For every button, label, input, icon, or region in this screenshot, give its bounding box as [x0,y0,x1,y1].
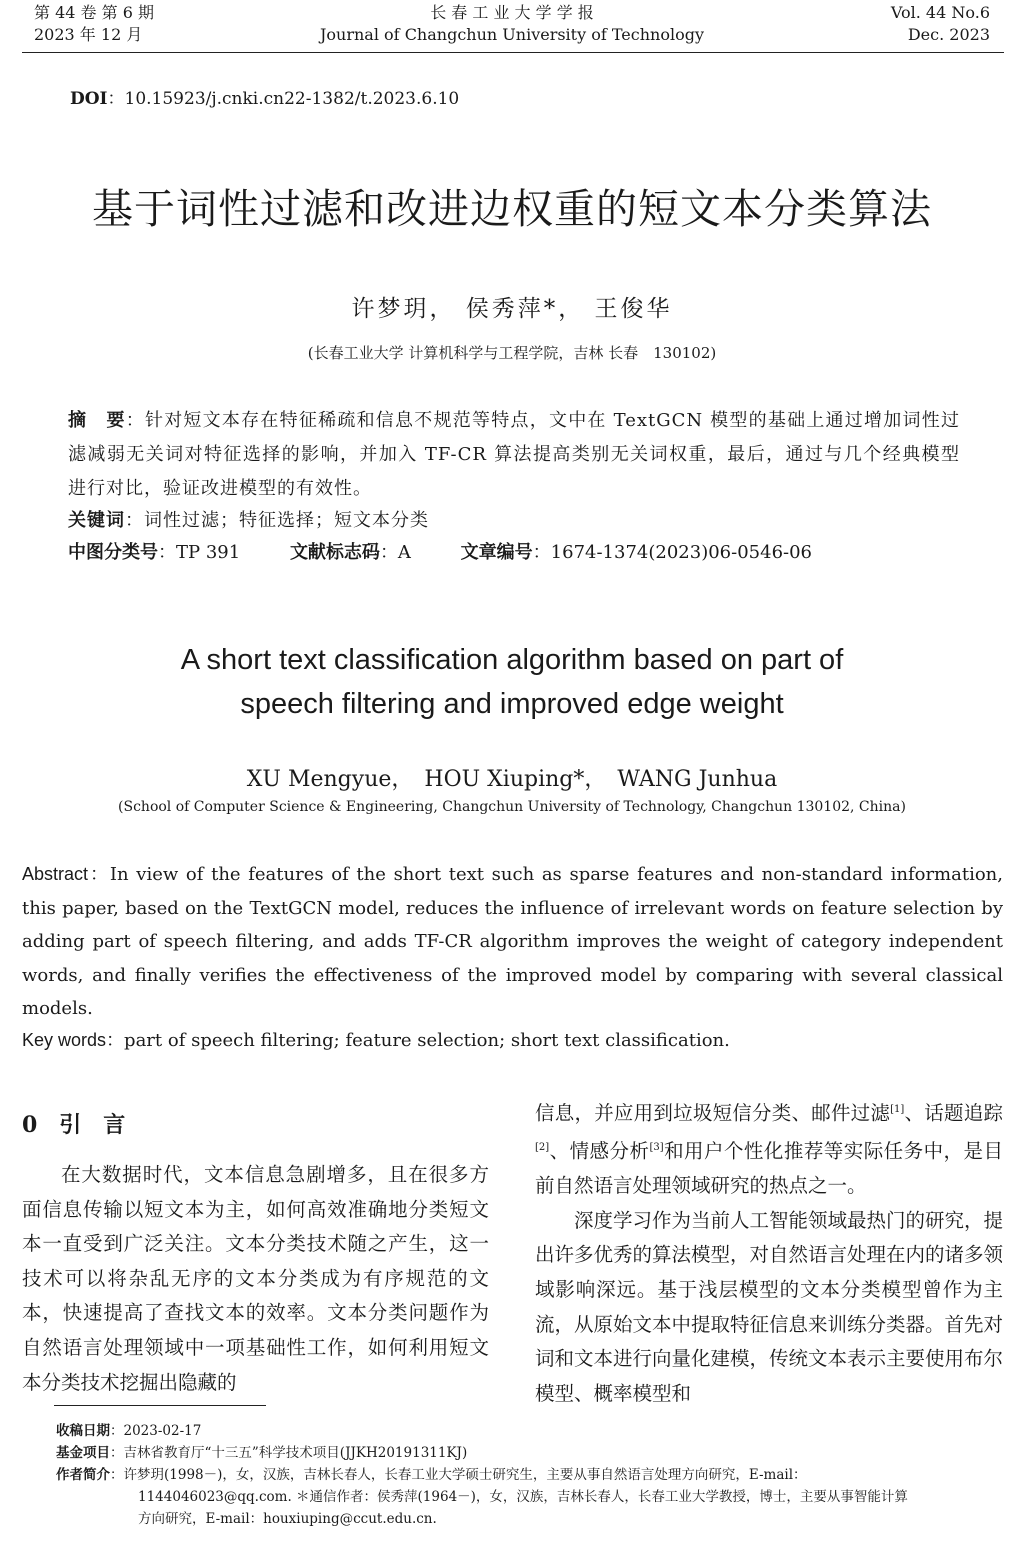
intro-paragraph-1-cont [535,1093,1003,1204]
text-run: 和用户个性化推荐等实际任务中，是目前自然语言处理领域研究的热点之一。 [535,1139,1003,1198]
title-en-line2: speech filtering and improved edge weight [240,688,784,720]
classification-line [68,538,968,564]
citation-ref: [2] [535,1142,550,1154]
abstract-cn [68,404,960,506]
author-bio-line3: 方向研究，E-mail：houxiuping@ccut.edu.cn. [138,1511,437,1527]
citation-ref: [3] [649,1142,664,1154]
doi [70,84,459,109]
abstract-en-text: ：In view of the features of the short text such as sparse features and non-standard information, this paper, based on the TextGCN model, reduces the influence of irrelevant words on feature selection by adding part of speech filtering, and adds TF-CR algorithm improves the weight of category independent words, and finally verifies the effectiveness of the improved model by comparing with several classical models. [22,864,1003,1019]
footnote-fund [56,1442,1006,1464]
header-rule [22,52,1004,53]
received-date: ：2023-02-17 [110,1423,202,1439]
keywords-cn-text: ：词性过滤；特征选择；短文本分类 [125,510,429,531]
text-run: 、情感分析 [549,1139,650,1163]
doc-code-label: 文献标志码 [289,542,380,563]
fund-text: ：吉林省教育厅“十三五”科学技术项目(JJKH20191311KJ) [110,1445,468,1461]
abstract-cn-text: ：针对短文本存在特征稀疏和信息不规范等特点，文中在 TextGCN 模型的基础上通过增加词性过滤减弱无关词对特征选择的影响，并加入 TF-CR 算法提高类别无关词权重，最后，通过与几个经典模型进行对比，验证改进模型的有效性。 [68,410,960,499]
abstract-en [22,858,1003,1026]
abstract-en-label: Abstract [22,864,89,884]
journal-name [0,2,1024,46]
text-run: 信息，并应用到垃圾短信分类、邮件过滤 [535,1101,891,1125]
title-en-line1: A short text classification algorithm based on part of [180,644,844,676]
article-no-label: 文章编号 [460,542,533,563]
fund-label: 基金项目 [56,1445,110,1461]
keywords-en-text: ：part of speech filtering; feature selection; short text classification. [106,1030,730,1051]
keywords-en [22,1026,730,1052]
paper-title-en [0,638,1024,726]
doi-label: DOI [70,89,108,109]
clc-label: 中图分类号 [68,542,158,563]
journal-name-cn: 长 春 工 业 大 学 学 报 [430,3,594,22]
footnote-author [56,1464,1006,1530]
keywords-cn-label: 关键词 [68,510,125,531]
authors-en: XU Mengyue， HOU Xiuping*， WANG Junhua [246,767,778,792]
intro-paragraph-2: 深度学习作为当前人工智能领域最热门的研究，提出许多优秀的算法模型，对自然语言处理在内的诸多领域影响深远。基于浅层模型的文本分类模型曾作为主流，从原始文本中提取特征信息来训练分类器。首先对词和文本进行向量化建模，传统文本表示主要使用布尔模型、概率模型和 [535,1208,1004,1405]
section-heading: 0 引 言 [22,1112,126,1138]
doi-value: ：10.15923/j.cnki.cn22-1382/t.2023.6.10 [107,89,460,109]
text-run: 、话题追踪 [904,1101,1003,1125]
author-bio-label: 作者简介 [56,1467,110,1483]
issue-date-cn: 2023 年 12 月 [34,25,143,44]
keywords-en-label: Key words [22,1030,107,1050]
article-no-value: ：1674-1374(2023)06-0546-06 [532,542,813,563]
journal-name-en: Journal of Changchun University of Technology [320,25,704,44]
volume-issue-en: Vol. 44 No.6 [890,3,990,22]
keywords-cn [68,506,429,532]
footnote-rule [54,1405,266,1406]
affiliation-cn: (长春工业大学 计算机科学与工程学院，吉林 长春 130102) [307,344,717,362]
citation-ref: [1] [890,1104,905,1115]
volume-issue: 第 44 卷 第 6 期 [34,3,154,22]
clc-value: ：TP 391 [158,542,241,563]
paper-title-cn: 基于词性过滤和改进边权重的短文本分类算法 [92,185,932,233]
author-bio-line2: 1144046023@qq.com. ＊通信作者：侯秀萍(1964－)，女，汉族，吉林长春人，长春工业大学教授，博士，主要从事智能计算 [138,1489,908,1505]
received-label: 收稿日期 [56,1423,110,1439]
body-column-right [535,1093,1003,1411]
footnote-received [56,1420,1006,1442]
author-bio-line1: ：许梦玥(1998－)，女，汉族，吉林长春人，长春工业大学硕士研究生，主要从事自然语言处理方向研究，E-mail： [110,1467,807,1483]
intro-paragraph-1: 在大数据时代，文本信息急剧增多，且在很多方面信息传输以短文本为主，如何高效准确地分类短文本一直受到广泛关注。文本分类技术随之产生，这一技术可以将杂乱无序的文本分类成为有序规范的文本，快速提高了查找文本的效率。文本分类问题作为自然语言处理领域中一项基础性工作，如何利用短文本分类技术挖掘出隐藏的 [22,1163,489,1394]
authors-cn: 许梦玥， 侯秀萍*， 王俊华 [351,296,673,322]
body-column-left [22,1158,489,1400]
abstract-cn-label: 摘 要 [68,410,126,431]
issue-date-en: Dec. 2023 [907,25,990,44]
affiliation-en: (School of Computer Science & Engineering, Changchun University of Technology, Changchun 130102, China) [118,799,906,815]
journal-issue-en [891,2,990,46]
doc-code-value: ：A [379,542,411,563]
